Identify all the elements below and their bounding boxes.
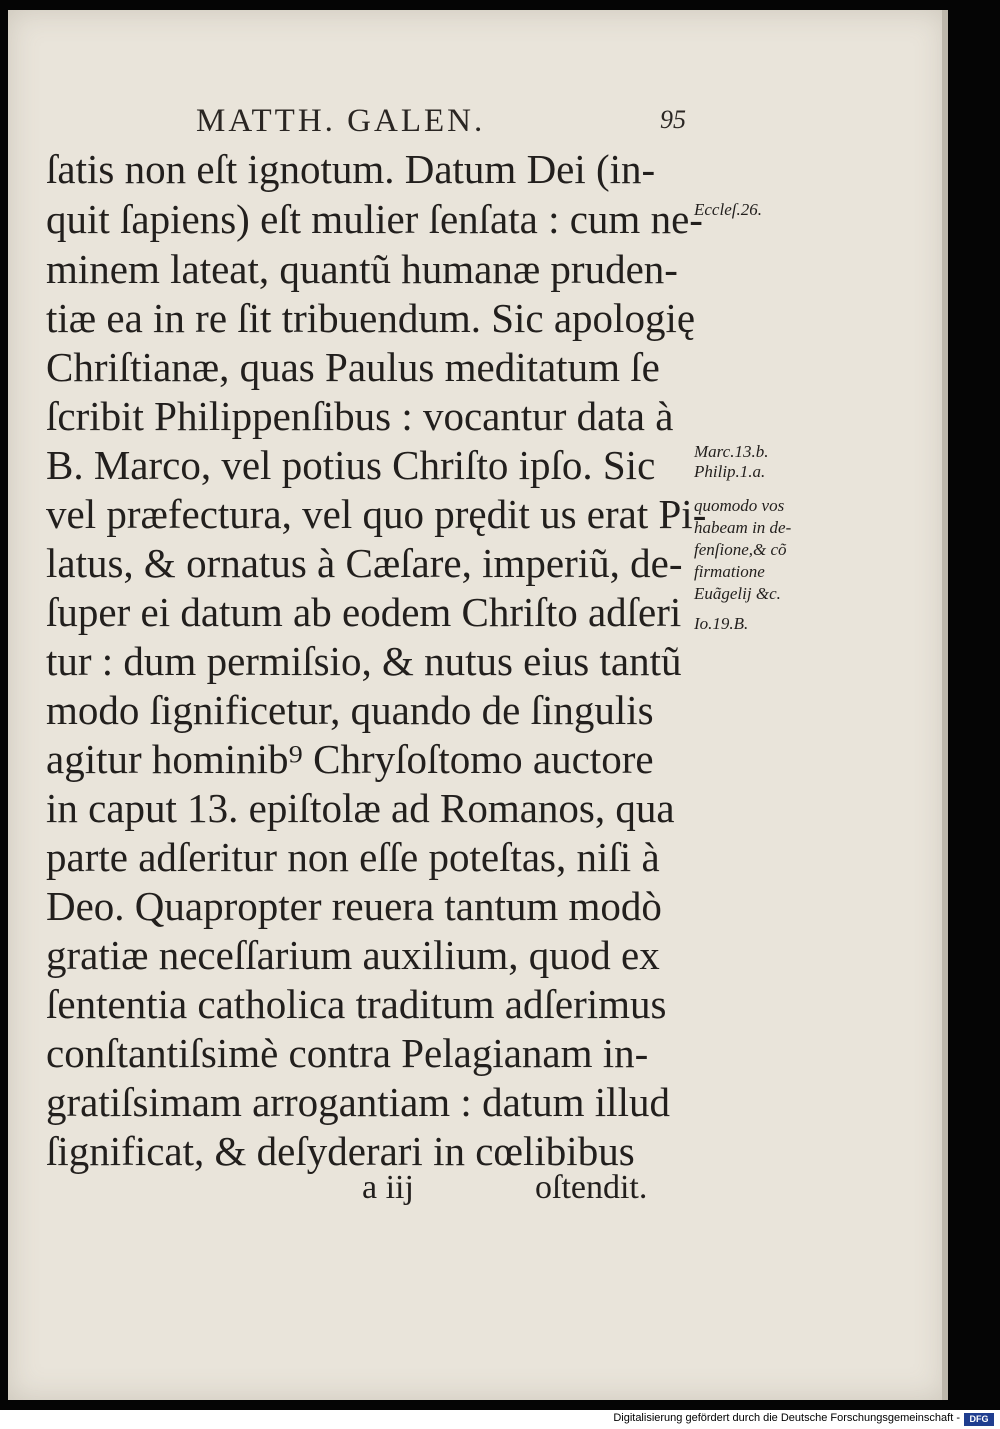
text-line: Chriſtianæ, quas Paulus meditatum ſe [46, 344, 660, 390]
marginal-note: habeam in de- [694, 518, 792, 537]
text-line: tiæ ea in re ſit tribuendum. Sic apologię [46, 295, 696, 341]
signature-mark: a iij [362, 1169, 414, 1206]
text-line: ſententia catholica traditum adſerimus [46, 981, 667, 1027]
text-line: ſatis non eſt ignotum. Datum Dei (in- [46, 146, 656, 192]
marginal-note: Marc.13.b. [694, 442, 769, 461]
text-line: gratiſsimam arrogantiam : datum illud [46, 1079, 670, 1125]
dfg-logo-icon: DFG [964, 1413, 994, 1426]
text-line: ſignificat, & deſyderari in cœlibibus [46, 1128, 635, 1174]
text-line: gratiæ neceſſarium auxilium, quod ex [46, 932, 660, 978]
footer-bar [0, 1410, 1000, 1429]
text-line: agitur hominib⁹ Chryſoſtomo auctore [46, 736, 654, 782]
marginal-note: fenſione,& cõ [694, 540, 787, 559]
page-edge [942, 10, 948, 1400]
text-line: ſuper ei datum ab eodem Chriſto adſeri [46, 589, 682, 635]
marginal-note: quomodo vos [694, 496, 785, 515]
text-line: conſtantiſsimè contra Pelagianam in- [46, 1030, 649, 1076]
text-line: quit ſapiens) eſt mulier ſenſata : cum ne- [46, 196, 703, 242]
text-line: minem lateat, quantũ humanæ pruden- [46, 246, 678, 292]
folio-number: 95 [660, 105, 686, 134]
book-page [8, 10, 946, 1400]
running-title: MATTH. GALEN. [196, 103, 486, 139]
text-line: ſcribit Philippenſibus : vocantur data à [46, 393, 674, 439]
text-line: vel præfectura, vel quo prędit us erat Pi- [46, 491, 707, 537]
marginal-note: Philip.1.a. [694, 462, 766, 481]
text-line: latus, & ornatus à Cæſare, imperiũ, de- [46, 540, 683, 586]
marginal-note: Euãgelij &c. [694, 584, 781, 603]
text-line: in caput 13. epiſtolæ ad Romanos, qua [46, 785, 675, 831]
marginal-note: Eccleſ.26. [694, 200, 762, 219]
text-line: Deo. Quapropter reuera tantum modò [46, 883, 662, 929]
marginal-note: Io.19.B. [694, 614, 749, 633]
text-line: tur : dum permiſsio, & nutus eius tantũ [46, 638, 682, 684]
text-line: modo ſignificetur, quando de ſingulis [46, 687, 654, 733]
catchword: oſtendit. [535, 1169, 648, 1206]
marginal-note: firmatione [694, 562, 765, 581]
text-line: B. Marco, vel potius Chriſto ipſo. Sic [46, 442, 656, 488]
text-line: parte adſeritur non eſſe poteſtas, niſi à [46, 834, 660, 880]
funding-credit: Digitalisierung gefördert durch die Deutsche Forschungsgemeinschaft - [613, 1412, 960, 1424]
